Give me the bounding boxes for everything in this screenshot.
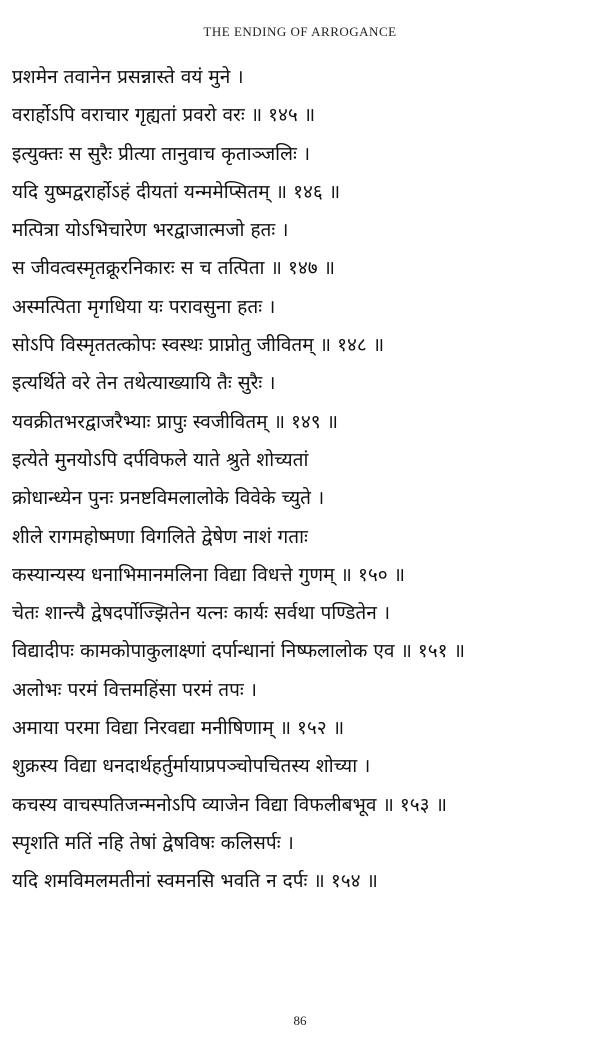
- verse-line: शीले रागमहोष्मणा विगलिते द्वेषेण नाशं गताः: [12, 525, 308, 548]
- verse-line: अलोभः परमं वित्तमहिंसा परमं तपः ।: [12, 678, 257, 701]
- verse-line: सोऽपि विस्मृततत्कोपः स्वस्थः प्राप्नोतु जीवितम् ॥ १४८ ॥: [12, 334, 385, 357]
- verse-line: कस्यान्यस्य धनाभिमानमलिना विद्या विधत्ते गुणम् ॥ १५० ॥: [12, 563, 405, 586]
- verse-line: प्रशमेन तवानेन प्रसन्नास्ते वयं मुने ।: [12, 66, 244, 88]
- verse-line: चेतः शान्त्यै द्वेषदर्पोज्झितेन यत्नः कार्यः सर्वथा पण्डितेन ।: [12, 602, 391, 625]
- verse-line: अस्मत्पिता मृगधिया यः परावसुना हतः ।: [12, 295, 276, 318]
- verse-line: यवक्रीतभरद्वाजरैभ्याः प्रापुः स्वजीवितम् ॥ १४९ ॥: [12, 410, 339, 433]
- verse-line: मत्पित्रा योऽभिचारेण भरद्वाजात्मजो हतः ।: [12, 219, 289, 242]
- verse-line: इत्यर्थिते वरे तेन तथेत्याख्यायि तैः सुरैः ।: [12, 372, 276, 395]
- verse-line: यदि शमविमलमतीनां स्वमनसि भवति न दर्पः ॥ १५४ ॥: [12, 870, 378, 893]
- page-number: 86: [293, 1013, 307, 1028]
- verse-line: अमाया परमा विद्या निरवद्या मनीषिणाम् ॥ १५२ ॥: [12, 717, 345, 740]
- verse-line: इत्येते मुनयोऽपि दर्पविफले याते श्रुते शोच्यतां: [12, 448, 309, 471]
- verse-line: स्पृशति मतिं नहि तेषां द्वेषविषः कलिसर्पः ।: [12, 831, 294, 854]
- verse-line: इत्युक्तः स सुरैः प्रीत्या तानुवाच कृताञ्जलिः ।: [12, 142, 311, 165]
- verse-line: विद्यादीपः कामकोपाकुलाक्ष्णां दर्पान्धानां निष्फलालोक एव ॥ १५१ ॥: [12, 640, 465, 663]
- verse-line: स जीवत्वस्मृतक्रूरनिकारः स च तत्पिता ॥ १४७ ॥: [12, 257, 336, 280]
- verse-line: कचस्य वाचस्पतिजन्मनोऽपि व्याजेन विद्या विफलीबभूव ॥ १५३ ॥: [12, 793, 447, 816]
- verse-line: वरार्होऽपि वराचार गृह्यतां प्रवरो वरः ॥ १४५ ॥: [12, 104, 316, 127]
- verse-block: [12, 58, 596, 901]
- verse-line: यदि युष्मद्वरार्होऽहं दीयतां यन्ममेप्सितम् ॥ १४६ ॥: [12, 180, 341, 203]
- running-header: THE ENDING OF ARROGANCE: [203, 24, 397, 39]
- verse-line: क्रोधान्ध्येन पुनः प्रनष्टविमलालोके विवेके च्युते ।: [12, 487, 325, 510]
- verse-line: शुक्रस्य विद्या धनदार्थहर्तुर्मायाप्रपञ्चोपचितस्य शोच्या ।: [12, 755, 371, 778]
